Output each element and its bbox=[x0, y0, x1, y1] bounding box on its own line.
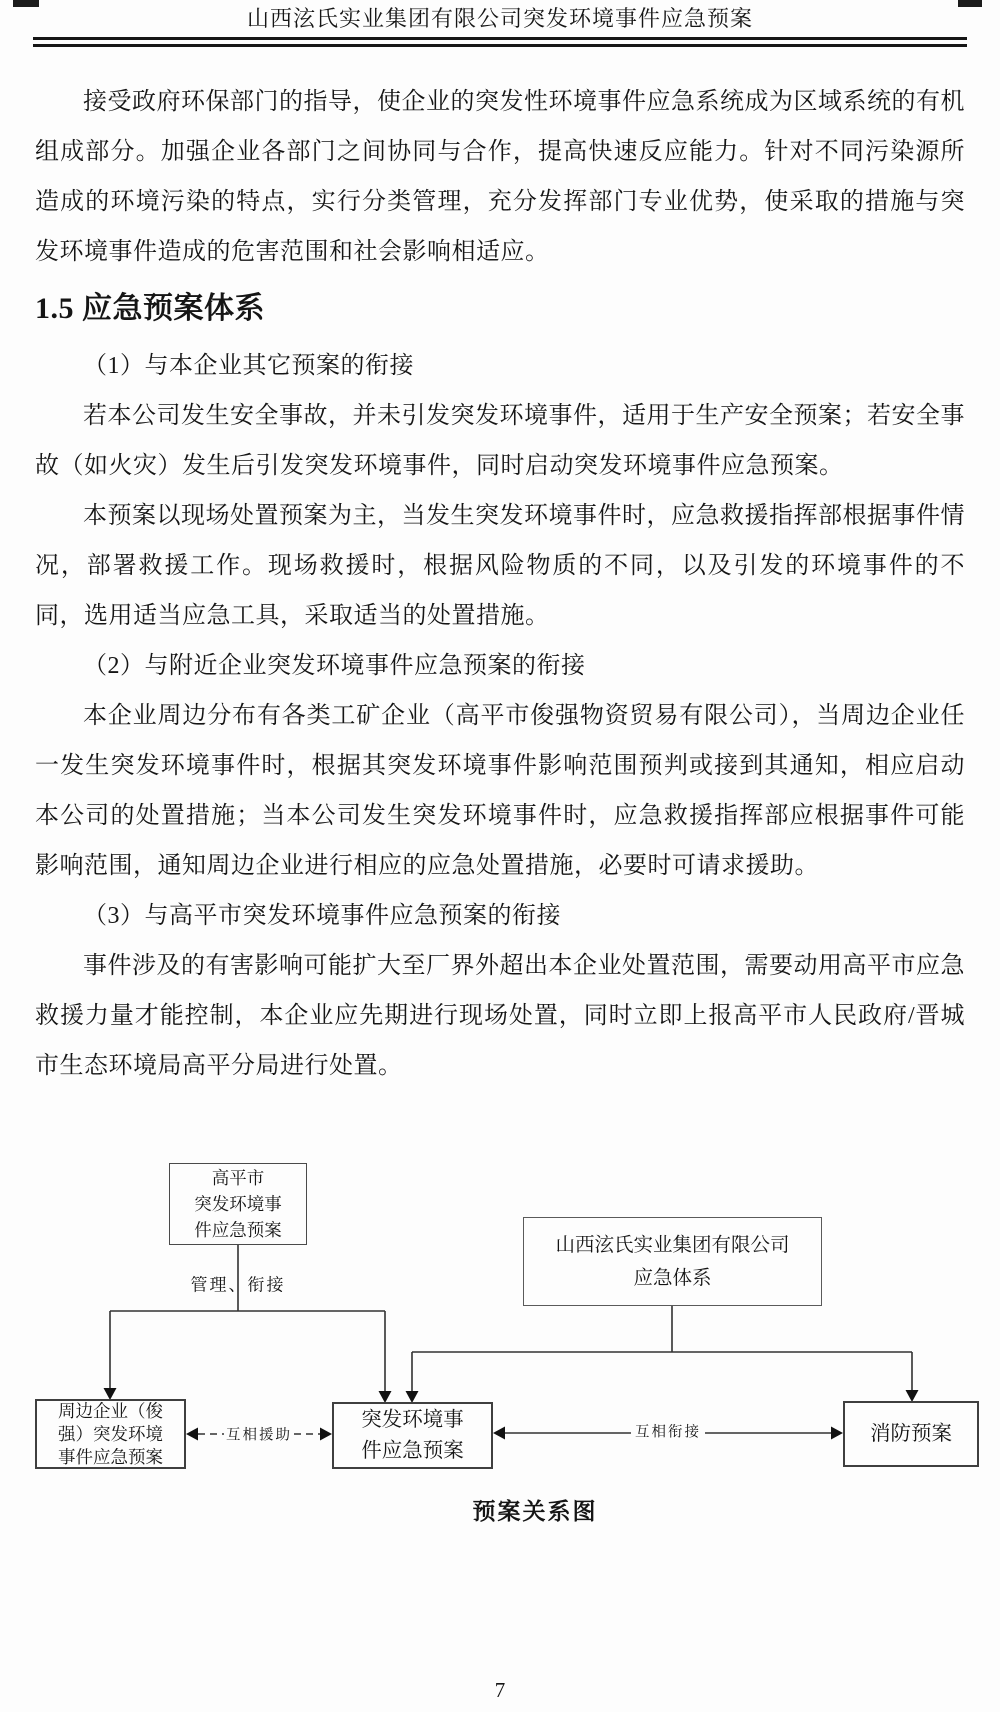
box-text-line: 强）突发环境 bbox=[58, 1423, 163, 1444]
subsection-1-title: （1）与本企业其它预案的衔接 bbox=[83, 353, 414, 379]
arrowhead-aid-left bbox=[186, 1428, 198, 1441]
edge-label-manage-link: 管理、衔接 bbox=[190, 1275, 286, 1295]
box-text-line: 消防预案 bbox=[870, 1423, 952, 1445]
diagram-box-company-emergency-system bbox=[523, 1217, 822, 1306]
arrowhead-link-right bbox=[831, 1427, 843, 1440]
page-header-title: 山西泫氏实业集团有限公司突发环境事件应急预案 bbox=[246, 6, 753, 31]
header-double-rule bbox=[33, 37, 967, 47]
scan-artifact-left bbox=[13, 0, 39, 7]
paragraph-city-plan: 事件涉及的有害影响可能扩大至厂界外超出本企业处置范围，需要动用高平市应急救援力量才能控制，本企业应先期进行现场处置，同时立即上报高平市人民政府/晋城市生态环境局高平分局进行处置。 bbox=[35, 953, 965, 1079]
diagram-box-fire-plan bbox=[843, 1401, 979, 1467]
diagram-box-environment-emergency-plan bbox=[332, 1402, 493, 1469]
edge-label-mutual-link: 互相衔接 bbox=[631, 1421, 705, 1442]
paragraph-safety-accident: 若本公司发生安全事故，并未引发突发环境事件，适用于生产安全预案；若安全事故（如火灾）发生后引发突发环境事件，同时启动突发环境事件应急预案。 bbox=[35, 403, 965, 479]
edge-label-mutual-aid: 互相援助 bbox=[224, 1424, 294, 1445]
box-text-line: 突发环境事 bbox=[361, 1408, 464, 1431]
diagram-box-neighbor-enterprise-plan bbox=[35, 1399, 186, 1469]
diagram-caption: 预案关系图 bbox=[472, 1499, 598, 1524]
paragraph-neighbor-enterprises: 本企业周边分布有各类工矿企业（高平市俊强物资贸易有限公司），当周边企业任一发生突发环境事件时，根据其突发环境事件影响范围预判或接到其通知，相应启动本公司的处置措施；当本公司发生突发环境事件时，应急救援指挥部应根据事件可能影响范围，通知周边企业进行相应的应急处置措施，必要时可请求援助。 bbox=[35, 703, 965, 879]
page-number: 7 bbox=[494, 1678, 506, 1702]
plan-relationship-diagram bbox=[0, 1155, 1000, 1555]
box-text-line: 周边企业（俊 bbox=[58, 1400, 163, 1421]
box-text-line: 应急体系 bbox=[633, 1267, 712, 1289]
box-text-line: 高平市 bbox=[211, 1168, 265, 1188]
arrowhead-link-left bbox=[493, 1427, 505, 1440]
box-text-line: 事件应急预案 bbox=[58, 1446, 163, 1467]
paragraph-onsite-plan: 本预案以现场处置预案为主，当发生突发环境事件时，应急救援指挥部根据事件情况，部署救援工作。现场救援时，根据风险物质的不同，以及引发的环境事件的不同，选用适当应急工具，采取适当的处置措施。 bbox=[35, 503, 965, 629]
diagram-box-gaoping-city-plan bbox=[169, 1163, 307, 1245]
subsection-3-title: （3）与高平市突发环境事件应急预案的衔接 bbox=[83, 903, 561, 929]
box-text-line: 件应急预案 bbox=[361, 1439, 464, 1462]
box-text-line: 山西泫氏实业集团有限公司 bbox=[555, 1234, 790, 1256]
scan-artifact-right bbox=[958, 0, 982, 7]
document-body bbox=[35, 77, 965, 1091]
box-text-line: 突发环境事 bbox=[194, 1194, 282, 1214]
arrowhead-aid-right bbox=[320, 1428, 332, 1441]
subsection-2-title: （2）与附近企业突发环境事件应急预案的衔接 bbox=[83, 653, 586, 679]
paragraph-guidance: 接受政府环保部门的指导，使企业的突发性环境事件应急系统成为区域系统的有机组成部分。加强企业各部门之间协同与合作，提高快速反应能力。针对不同污染源所造成的环境污染的特点，实行分类管理，充分发挥部门专业优势，使采取的措施与突发环境事件造成的危害范围和社会影响相适应。 bbox=[35, 89, 965, 265]
section-heading-1-5: 1.5 应急预案体系 bbox=[35, 292, 265, 325]
box-text-line: 件应急预案 bbox=[194, 1220, 282, 1240]
